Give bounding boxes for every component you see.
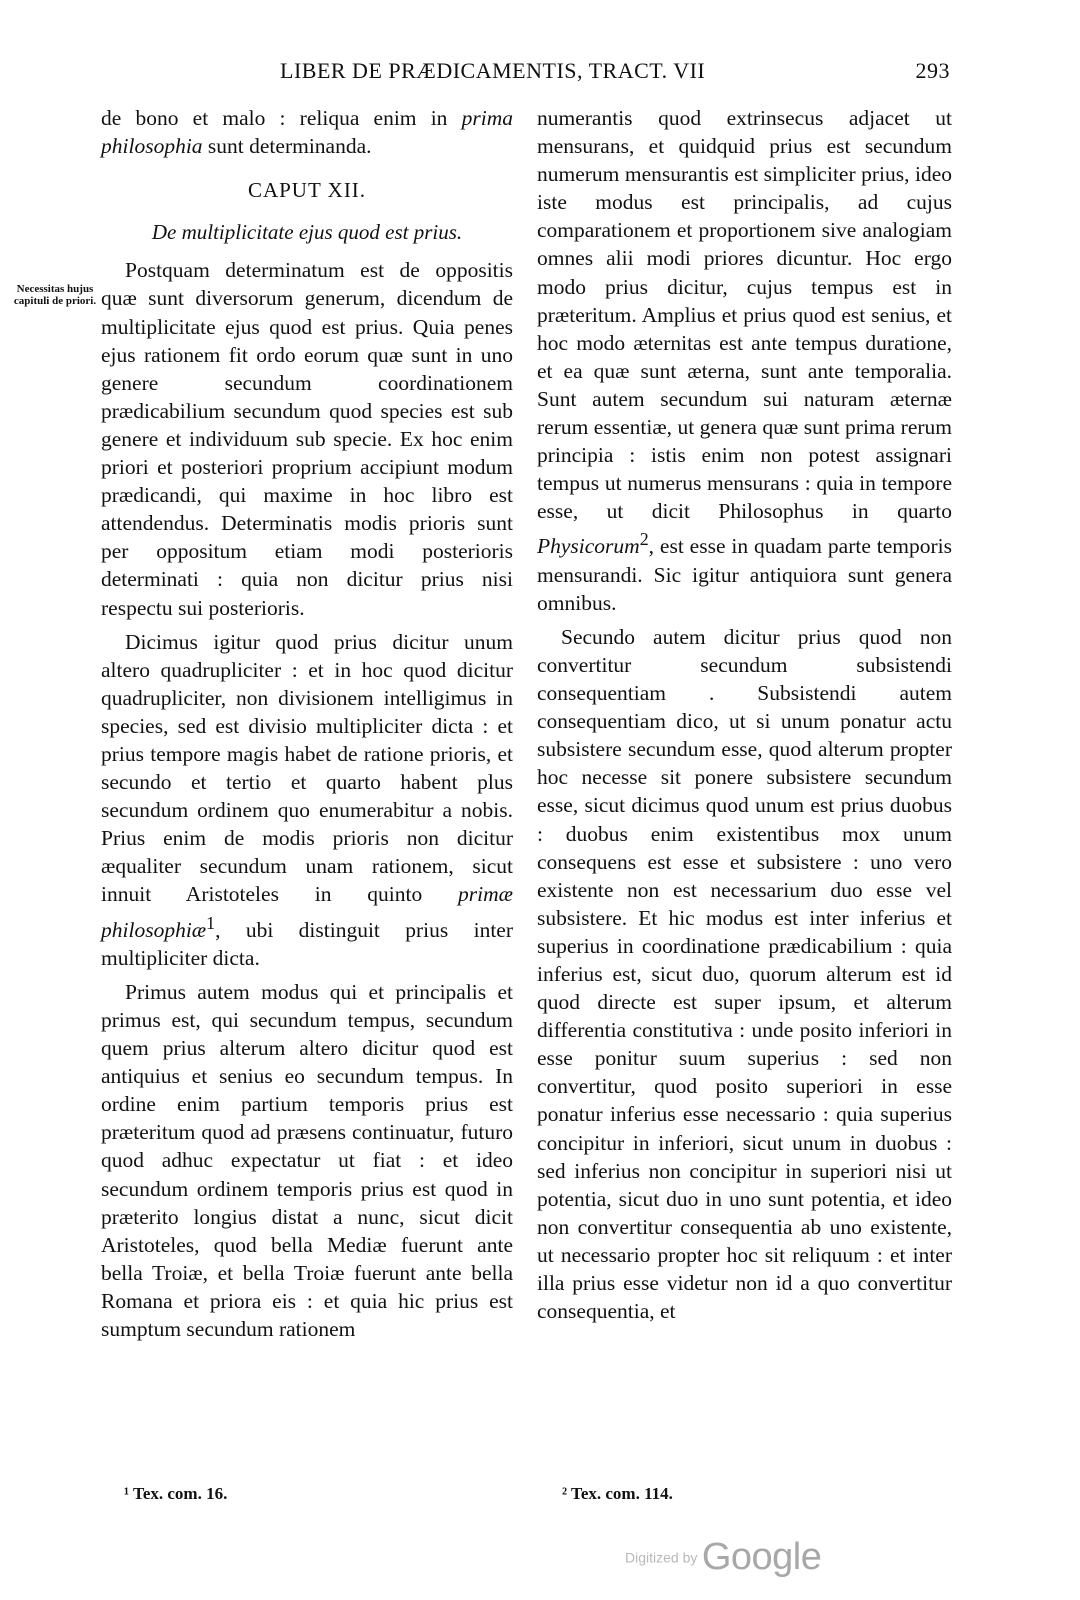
left-p0-text: de bono et malo : reliqua enim in [101, 106, 462, 130]
left-paragraph-0 [101, 104, 513, 160]
right-paragraph-1 [537, 104, 952, 617]
watermark-prefix: Digitized by [625, 1549, 698, 1566]
left-column [101, 104, 513, 1343]
chapter-subtitle: De multiplicitate ejus quod est prius. [151, 220, 463, 245]
margin-note: Necessitas hujus capituli de priori. [13, 283, 97, 307]
right-p1-italic: Physicorum [537, 534, 640, 559]
google-logo: Google [701, 1536, 822, 1578]
footnote-ref-1: 1 [206, 912, 216, 933]
running-header [280, 58, 950, 88]
left-p0-end: sunt determinanda. [202, 134, 372, 159]
right-paragraph-2: Secundo autem dicitur prius quod non convertitur secundum subsistendi consequentiam . Subsistendi autem consequentiam dico, ut si unum ponatur actu subsistere secundum esse, quod alterum propter hoc necesse sit ponere subsistere secundum esse, sicut dicimus quod unum est prius duobus : duobus enim existentibus mox unum consequens est esse et subsistere : uno vero existente non est necessarium duo esse vel subsistere. Et hic modus est inter inferius et superius in coordinatione prædicabilium : quia inferius est, sicut duo, quorum alterum est id quod directe est super ipsum, et alterum differentia constitutiva : unde posito inferiori in esse ponitur suum superius : sed non convertitur, quod posito superiori in esse ponatur inferius esse necessario : quia superius concipitur in inferiori, sicut unum in duobus : sed inferius non concipitur in superiori nisi ut potentia, sicut duo in uno sunt potentia, et ideo non convertitur consequentia ab uno existente, ut necessario propter hoc sit reliquum : et inter illa prius esse videtur non id a quo convertitur consequentia, et [537, 624, 952, 1324]
running-title: LIBER DE PRÆDICAMENTIS, TRACT. VII [280, 58, 706, 83]
left-p2-text: Dicimus igitur quod prius dicitur unum altero quadrupliciter : et in hoc quod dicitur quadrupliciter, non divisionem intelligimus in species, sed est divisio multipliciter dicta : et prius tempore magis habet de ratione prioris, et secundo et tertio et quarto habent plus secundum ordinem quo enumerabitur a nobis. Prius enim de modis prioris non dicitur æqualiter secundum unam rationem, sicut innuit Aristoteles in quinto [101, 629, 513, 907]
left-p2-italic: primæ philosophiæ [101, 882, 513, 942]
right-column [537, 104, 952, 1325]
left-p2-end: , ubi distinguit prius inter multipliciter dicta. [101, 917, 513, 970]
digitized-watermark [625, 1536, 821, 1579]
chapter-heading: CAPUT XII. [247, 178, 367, 203]
page-number: 293 [915, 58, 950, 83]
right-p1-text: numerantis quod extrinsecus adjacet ut mensurans, et quidquid prius est secundum numerum mensurantis est simpliciter prius, ideo iste modus est principalis, ad cujus comparationem et proportionem sive analogiam omnes alii modi priores dicuntur. Hoc ergo modo prius dicitur, cujus tempus est in præteritum. Amplius et prius quod est senius, et hoc modo æternitas est ante tempus duratione, et ea quæ sunt æterna, sunt ante temporalia. Sunt autem secundum sui naturam æternæ rerum essentiæ, ut genera quæ sunt prima rerum principia : istis enim non potest assignari tempus ut numerus mensurans : quia in tempore esse, ut dicit Philosophus in quarto [537, 106, 952, 524]
left-paragraph-1: Postquam determinatum est de oppositis quæ sunt diversorum generum, dicendum de multiplicitate ejus quod est prius. Quia penes ejus rationem fit ordo eorum quæ sunt in uno genere secundum coordinationem prædicabilium secundum quod species est sub genere et individuum sub specie. Ex hoc enim priori et posteriori proprium accipiunt modum prædicandi, qui maxime in hoc libro est attendendus. Determinatis modis prioris sunt per oppositum etiam modi posterioris determinati : quia non dicitur prius nisi respectu sui posterioris. [101, 258, 513, 620]
left-paragraph-2 [101, 628, 513, 972]
footnote-right: ² Tex. com. 114. [562, 1484, 673, 1503]
footnote-ref-2: 2 [639, 529, 649, 550]
right-p1-end: , est esse in quadam parte temporis mensurandi. Sic igitur antiquiora sunt genera omnibus. [537, 534, 952, 615]
left-paragraph-3: Primus autem modus qui et principalis et primus est, qui secundum tempus, secundum quem prius alterum altero dicitur quod est antiquius et senius eo secundum tempus. In ordine enim partium temporis prius est præteritum quod ad præsens continuatur, futuro quod adhuc expectatur ut fiat : et ideo secundum ordinem temporis prius est quod in præterito longius distat a nunc, sicut dicit Aristoteles, quod bella Mediæ fuerunt ante bella Troiæ, et bella Troiæ fuerunt ante bella Romana et priora eis : et quia hic prius est sumptum secundum rationem [101, 979, 513, 1341]
left-p0-italic: prima philosophia [101, 106, 513, 159]
footnote-left: ¹ Tex. com. 16. [124, 1484, 228, 1503]
